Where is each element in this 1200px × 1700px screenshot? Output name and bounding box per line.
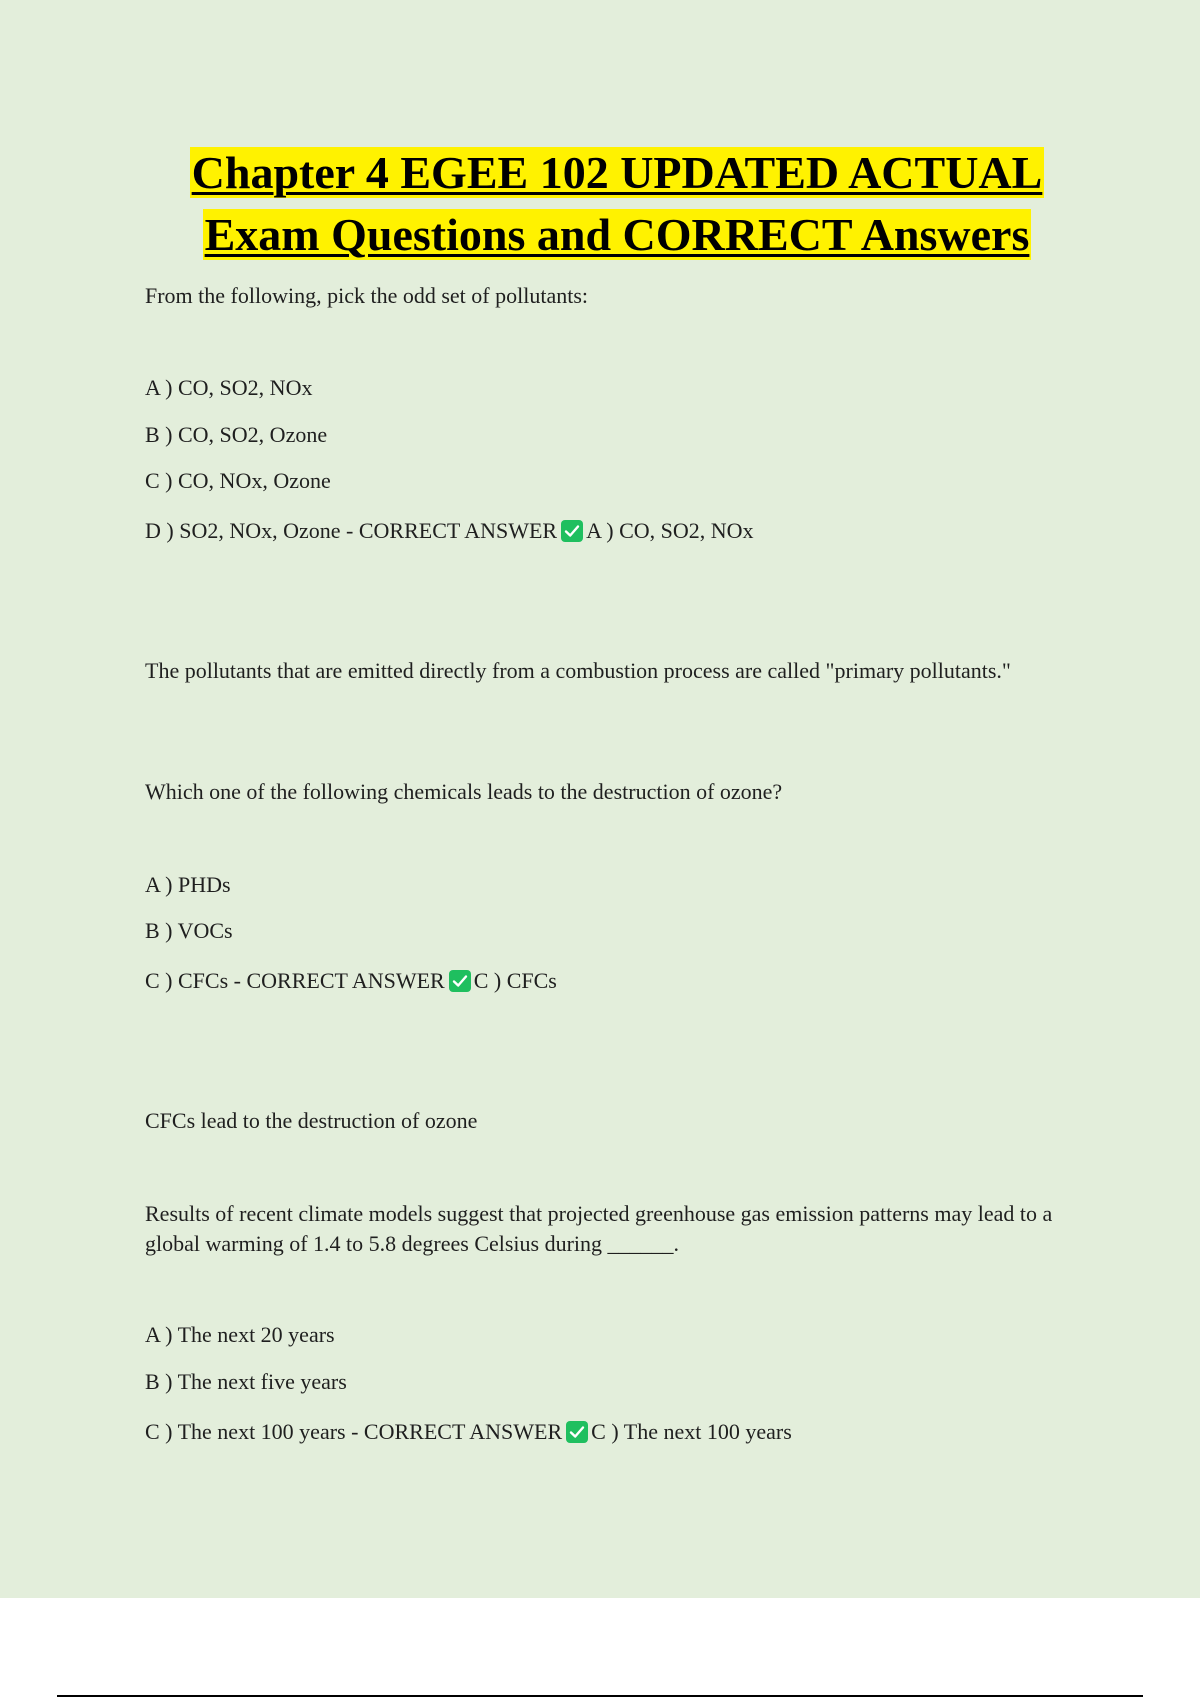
question-1-text: From the following, pick the odd set of pollutants: (145, 283, 589, 308)
note-cfcs: CFCs lead to the destruction of ozone (145, 1108, 478, 1133)
question-1-option-b: B ) CO, SO2, Ozone (145, 422, 328, 447)
footer-divider (57, 1695, 1143, 1697)
question-2-option-c-with-answer (145, 966, 557, 996)
question-3-option-c-with-answer (145, 1417, 792, 1447)
question-3-answer: C ) The next 100 years (591, 1419, 792, 1444)
check-mark-icon (449, 970, 471, 992)
question-2-option-a: A ) PHDs (145, 872, 231, 897)
question-2-answer: C ) CFCs (473, 968, 557, 993)
document-title (0, 142, 1200, 266)
question-3-option-b: B ) The next five years (145, 1369, 347, 1394)
question-1-option-d-with-answer (145, 516, 754, 546)
question-3-text: Results of recent climate models suggest that projected greenhouse gas emission patterns may lead to a global warming of 1.4 to 5.8 degrees Celsius during ______. (145, 1201, 1053, 1256)
check-mark-icon (561, 520, 583, 542)
note-primary-pollutants: The pollutants that are emitted directly from a combustion process are called "primary pollutants." (145, 658, 1011, 683)
check-mark-icon (566, 1421, 588, 1443)
question-3-option-c: C ) The next 100 years - CORRECT ANSWER (145, 1419, 563, 1444)
title-line-2: Exam Questions and CORRECT Answers (204, 209, 1030, 260)
question-2-option-c: C ) CFCs - CORRECT ANSWER (145, 968, 445, 993)
question-1-option-d: D ) SO2, NOx, Ozone - CORRECT ANSWER (145, 518, 558, 543)
question-1-option-a: A ) CO, SO2, NOx (145, 375, 313, 400)
title-line-1: Chapter 4 EGEE 102 UPDATED ACTUAL (191, 147, 1043, 198)
question-1-answer: A ) CO, SO2, NOx (586, 518, 754, 543)
question-3-option-a: A ) The next 20 years (145, 1322, 335, 1347)
question-2-option-b: B ) VOCs (145, 918, 233, 943)
question-2-text: Which one of the following chemicals leads to the destruction of ozone? (145, 779, 783, 804)
question-1-option-c: C ) CO, NOx, Ozone (145, 468, 331, 493)
